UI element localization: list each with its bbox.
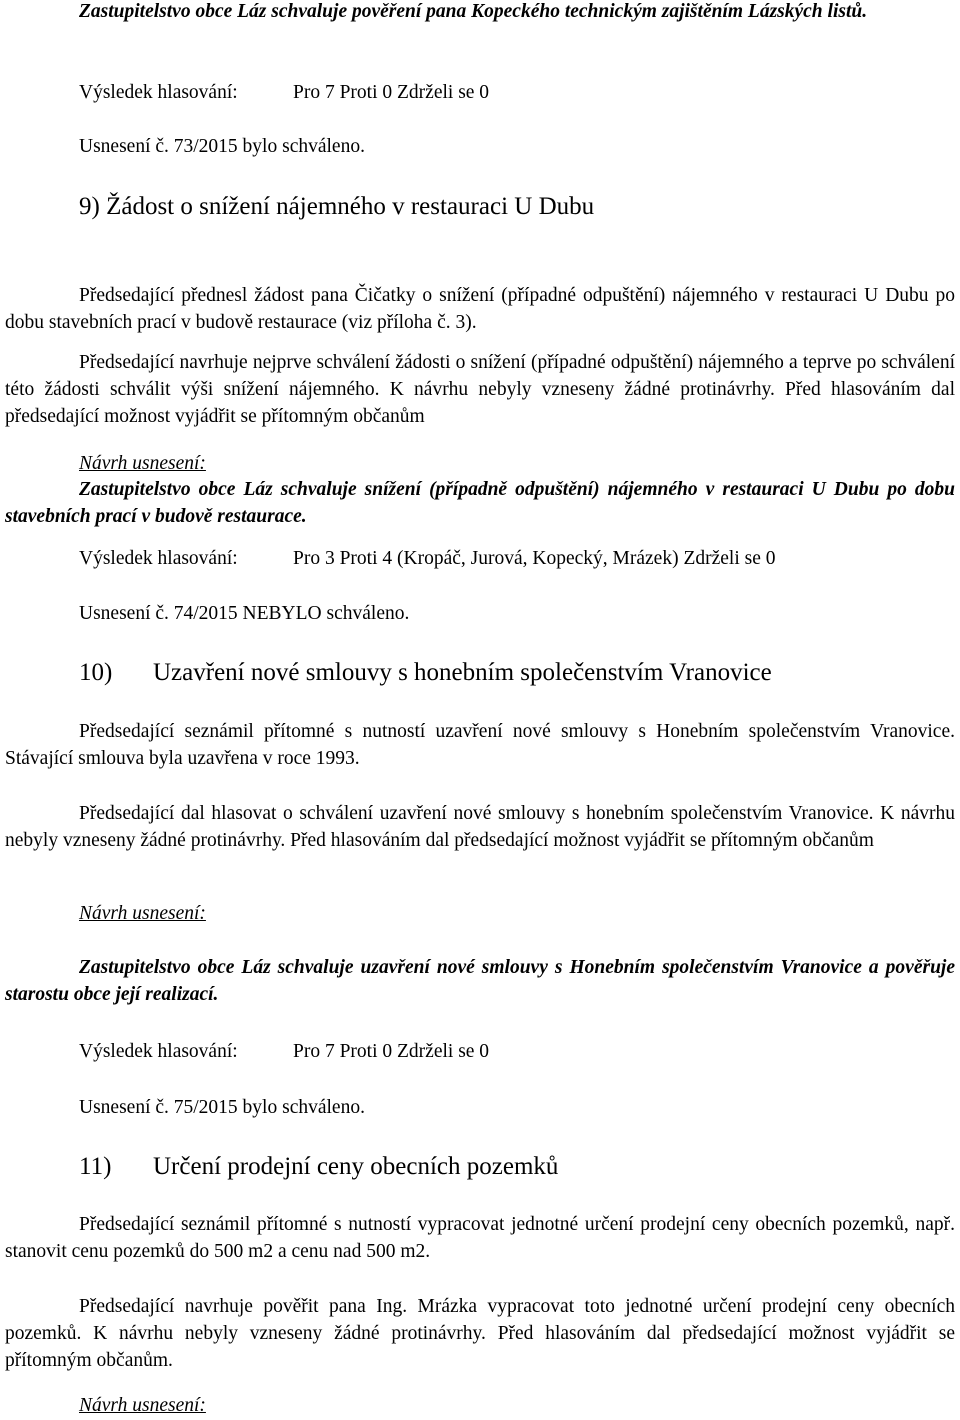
section-10-proposal-label: Návrh usnesení: [79, 903, 206, 924]
section-10-heading [79, 658, 772, 688]
section-10-proposal-text: Zastupitelstvo obce Láz schvaluje uzavření nové smlouvy s Honebním společenstvím Vranovice a pověřuje starostu obce její realizací. [5, 957, 955, 1005]
section-9-para-2: Předsedající navrhuje nejprve schválení žádosti o snížení (případné odpuštění) nájemného a teprve po schválení této žádosti schválit výši snížení nájemného. K návrhu nebyly vzneseny žádné protinávrhy. Před hlasováním dal předsedající možnost vyjádřit se přítomným občanům [5, 352, 955, 427]
section-11-para-1: Předsedající seznámil přítomné s nutností vypracovat jednotné určení prodejní ceny obecních pozemků, např. stanovit cenu pozemků do 500 m2 a cenu nad 500 m2. [5, 1214, 955, 1262]
section-9-heading: 9) Žádost o snížení nájemného v restauraci U Dubu [79, 193, 595, 220]
vote-result-73 [79, 79, 955, 106]
vote-label: Výsledek hlasování: [79, 548, 238, 569]
section-9-para-1: Předsedající přednesl žádost pana Čičatky o snížení (případné odpuštění) nájemného v restauraci U Dubu po dobu stavebních prací v budově restaurace (viz příloha č. 3). [5, 285, 955, 333]
section-11-proposal-label: Návrh usnesení: [79, 1395, 206, 1416]
vote-label: Výsledek hlasování: [79, 82, 238, 103]
vote-label: Výsledek hlasování: [79, 1041, 238, 1062]
section-10-title: Uzavření nové smlouvy s honebním společenstvím Vranovice [153, 659, 772, 686]
resolution-result-75: Usnesení č. 75/2015 bylo schváleno. [79, 1097, 365, 1118]
section-11-heading [79, 1152, 558, 1182]
section-9-proposal-text: Zastupitelstvo obce Láz schvaluje snížení (případně odpuštění) nájemného v restauraci U Dubu po dobu stavebních prací v budově restaurace. [5, 479, 955, 527]
vote-counts: Pro 7 Proti 0 Zdrželi se 0 [293, 82, 490, 103]
resolution-result-73: Usnesení č. 73/2015 bylo schváleno. [79, 136, 365, 157]
vote-result-75 [79, 1038, 955, 1065]
vote-result-74 [79, 545, 955, 572]
section-11-title: Určení prodejní ceny obecních pozemků [153, 1153, 559, 1180]
section-10-number: 10) [79, 659, 113, 686]
section-9-proposal-label: Návrh usnesení: [79, 453, 206, 474]
section-11-number: 11) [79, 1153, 112, 1180]
vote-counts: Pro 3 Proti 4 (Kropáč, Jurová, Kopecký, Mrázek) Zdrželi se 0 [293, 548, 776, 569]
section-10-para-1: Předsedající seznámil přítomné s nutností uzavření nové smlouvy s Honebním společenstvím Vranovice. Stávající smlouva byla uzavřena v roce 1993. [5, 721, 955, 769]
vote-counts: Pro 7 Proti 0 Zdrželi se 0 [293, 1041, 490, 1062]
resolution-result-74: Usnesení č. 74/2015 NEBYLO schváleno. [79, 603, 410, 624]
section-10-para-2: Předsedající dal hlasovat o schválení uzavření nové smlouvy s honebním společenstvím Vranovice. K návrhu nebyly vzneseny žádné protinávrhy. Před hlasováním dal předsedající možnost vyjádřit se přítomným občanům [5, 803, 955, 851]
section-11-para-2: Předsedající navrhuje pověřit pana Ing. Mrázka vypracovat toto jednotné určení prodejní ceny obecních pozemků. K návrhu nebyly vzneseny žádné protinávrhy. Před hlasováním dal předsedající možnost vyjádřit se přítomným občanům. [5, 1296, 955, 1371]
resolution-text-lazske-listy: Zastupitelstvo obce Láz schvaluje pověření pana Kopeckého technickým zajištěním Lázských listů. [79, 1, 868, 22]
